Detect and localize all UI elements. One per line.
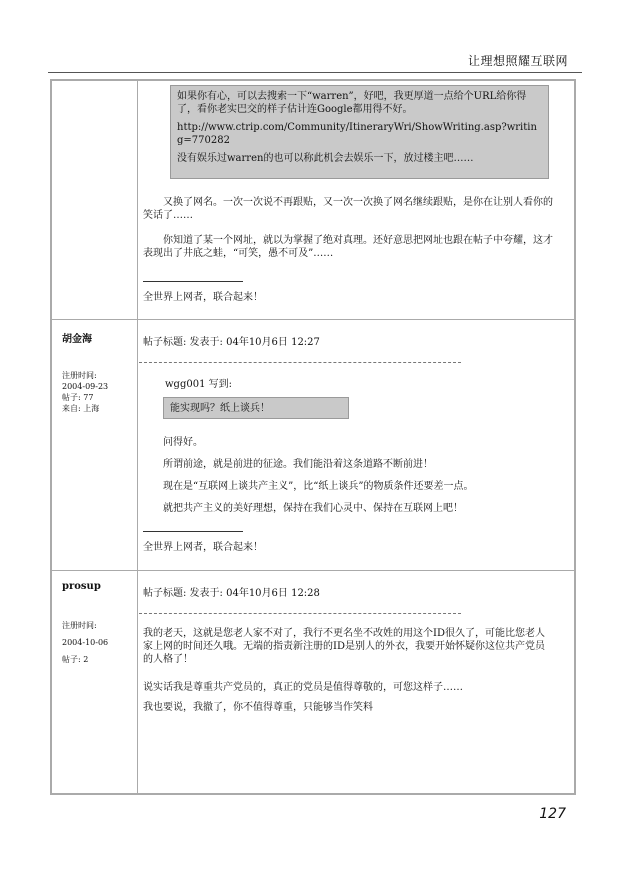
post-header-divider <box>139 613 461 614</box>
post-paragraph: 所谓前途，就是前进的征途。我们能沿着这条道路不断前进！ <box>163 459 433 470</box>
post-row <box>52 320 574 571</box>
post-content-cell <box>139 320 574 570</box>
quote-text: 能实现吗？纸上谈兵！ <box>170 403 270 414</box>
quote-text: 没有娱乐过warren的也可以称此机会去娱乐一下，放过楼主吧…… <box>177 153 474 164</box>
post-paragraph: 又换了网名。一次一次说不再跟贴，又一次一次换了网名继续跟贴，是你在让别人看你的笑话了…… <box>143 197 553 221</box>
header-rule <box>48 72 582 73</box>
post-paragraph: 我的老天，这就是您老人家不对了，我行不更名坐不改姓的用这个ID很久了，可能比您老人家上网的时间还久哦。无端的指责新注册的ID是别人的外衣，我要开始怀疑你这位共产党员的人格了！ <box>143 628 545 665</box>
signature-divider <box>143 281 243 282</box>
registration-date: 2004-09-23 <box>62 382 109 391</box>
signature: 全世界上网者，联合起来！ <box>143 542 263 553</box>
quote-link[interactable]: http://www.ctrip.com/Community/ItineraryWri/ShowWriting.asp?writing=770282 <box>177 122 537 146</box>
post-paragraph: 说实话我是尊重共产党员的，真正的党员是值得尊敬的，可您这样子…… <box>143 682 463 693</box>
post-paragraph: 你知道了某一个网址，就以为掌握了绝对真理。还好意思把网址也跟在帖子中夸耀，这才表现出了井底之蛙，“可笑，愚不可及”…… <box>143 235 553 259</box>
signature: 全世界上网者，联合起来！ <box>143 292 263 303</box>
post-count: 帖子: 2 <box>62 655 89 664</box>
user-location: 来自: 上海 <box>62 404 100 413</box>
user-info-cell <box>52 81 138 319</box>
quote-author: wgg001 写到: <box>165 379 232 390</box>
post-paragraph: 问得好。 <box>163 437 203 448</box>
page-number: 127 <box>539 806 566 822</box>
running-header-title: 让理想照耀互联网 <box>467 54 568 68</box>
post-paragraph: 就把共产主义的美好理想，保持在我们心灵中、保持在互联网上吧！ <box>163 503 463 514</box>
user-details <box>62 370 108 414</box>
registration-date: 2004-10-06 <box>62 638 109 647</box>
post-row <box>52 571 574 795</box>
post-header-divider <box>139 362 461 363</box>
post-title-line: 帖子标题: 发表于: 04年10月6日 12:27 <box>143 337 320 348</box>
user-info-cell <box>52 571 138 795</box>
post-paragraph: 现在是“互联网上谈共产主义”，比“纸上谈兵”的物质条件还要差一点。 <box>163 481 474 492</box>
quote-box <box>170 85 549 179</box>
quote-box <box>163 397 349 419</box>
post-paragraph: 我也要说，我撤了，你不值得尊重，只能够当作笑料 <box>143 702 373 713</box>
user-details <box>62 617 108 668</box>
username[interactable]: 胡金海 <box>62 334 92 345</box>
post-row <box>52 81 574 320</box>
post-title-line: 帖子标题: 发表于: 04年10月6日 12:28 <box>143 588 320 599</box>
signature-divider <box>143 531 243 532</box>
post-content-cell <box>139 571 574 795</box>
username[interactable]: prosup <box>62 581 101 592</box>
forum-thread-table <box>50 79 576 795</box>
quote-text: 如果你有心，可以去搜索一下“warren”，好吧，我更厚道一点给个URL给你得了，看你老实巴交的样子估计连Google都用得不好。 <box>177 91 527 115</box>
post-count: 帖子: 77 <box>62 393 94 402</box>
registration-label: 注册时间: <box>62 371 97 380</box>
post-content-cell <box>139 81 574 319</box>
registration-label: 注册时间: <box>62 621 97 630</box>
user-info-cell <box>52 320 138 570</box>
